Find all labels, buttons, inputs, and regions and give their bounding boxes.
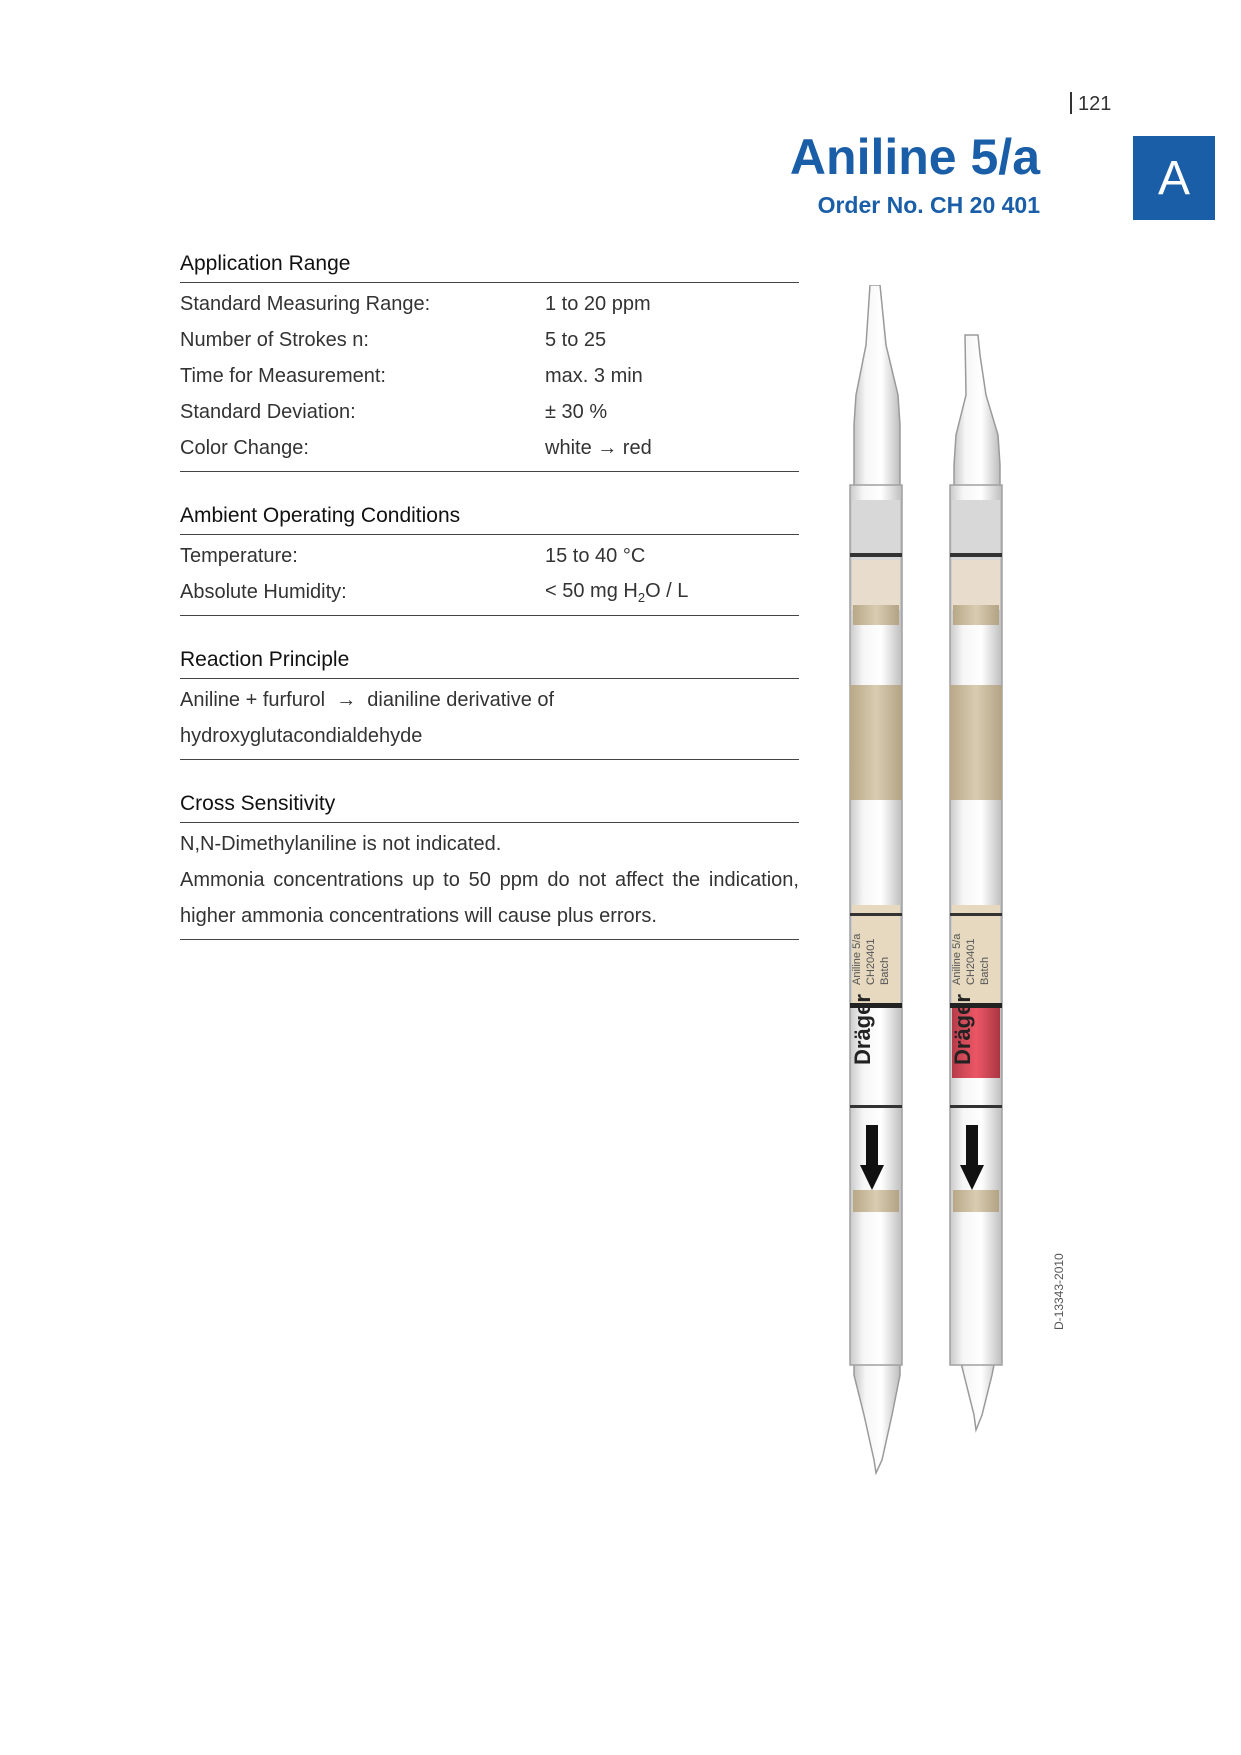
tube-brand-label: Dräger xyxy=(950,994,975,1065)
cross-sensitivity-section xyxy=(180,788,799,940)
humidity-value-post: O / L xyxy=(645,579,689,602)
spec-value: 1 to 20 ppm xyxy=(545,292,651,315)
spec-value: ± 30 % xyxy=(545,400,608,423)
tube-print-line: Aniline 5/a xyxy=(951,933,963,985)
spec-label: Temperature: xyxy=(180,544,298,567)
spec-label: Absolute Humidity: xyxy=(180,580,347,603)
section-heading: Cross Sensitivity xyxy=(180,788,799,823)
spec-label: Standard Deviation: xyxy=(180,400,356,423)
section-heading: Application Range xyxy=(180,248,799,283)
page-number: 121 xyxy=(1070,92,1111,116)
section-tab[interactable]: A xyxy=(1133,136,1215,220)
spec-value: max. 3 min xyxy=(545,364,643,387)
tube-used xyxy=(950,335,1002,1430)
ambient-conditions-section xyxy=(180,500,799,616)
spec-content xyxy=(180,248,799,968)
spec-row xyxy=(180,286,799,322)
spec-row xyxy=(180,394,799,430)
spec-label: Number of Strokes n: xyxy=(180,328,369,351)
spec-value: 5 to 25 xyxy=(545,328,607,351)
tube-brand-label: Dräger xyxy=(850,994,875,1065)
spec-row xyxy=(180,538,799,574)
tube-print-line: Batch xyxy=(979,956,991,985)
spec-value: white → red xyxy=(545,436,652,459)
detector-tubes-photo xyxy=(820,285,1060,1475)
tube-print-line: CH20401 xyxy=(965,938,977,985)
humidity-value-pre: < 50 mg H xyxy=(545,579,638,602)
order-number: Order No. CH 20 401 xyxy=(817,192,1040,218)
cross-line: N,N-Dimethylaniline is not indicated. xyxy=(180,833,502,855)
reaction-line: hydroxyglutacondialdehyde xyxy=(180,725,423,747)
spec-label: Time for Measurement: xyxy=(180,364,386,387)
spec-value xyxy=(545,580,799,605)
spec-row xyxy=(180,322,799,358)
section-heading: Reaction Principle xyxy=(180,644,799,679)
spec-value: 15 to 40 °C xyxy=(545,544,646,567)
page-title: Aniline 5/a xyxy=(789,129,1040,185)
tube-print-line: Batch xyxy=(879,956,891,985)
spec-label: Standard Measuring Range: xyxy=(180,292,431,315)
tube-print-line: Aniline 5/a xyxy=(851,933,863,985)
reaction-principle-section xyxy=(180,644,799,760)
humidity-value-sub: 2 xyxy=(637,589,646,605)
spec-row xyxy=(180,430,799,466)
spec-row xyxy=(180,574,799,610)
application-range-section xyxy=(180,248,799,472)
section-heading: Ambient Operating Conditions xyxy=(180,500,799,535)
reaction-line: Aniline + furfurol → dianiline derivative of xyxy=(180,689,555,711)
spec-label: Color Change: xyxy=(180,436,309,459)
cross-line: Ammonia concentrations up to 50 ppm do not affect the indication, higher ammonia concentrations will cause plus errors. xyxy=(180,869,799,927)
tube-unused xyxy=(850,285,902,1473)
spec-row xyxy=(180,358,799,394)
photo-code: D-13343-2010 xyxy=(1052,1253,1066,1330)
tube-print-line: CH20401 xyxy=(865,938,877,985)
